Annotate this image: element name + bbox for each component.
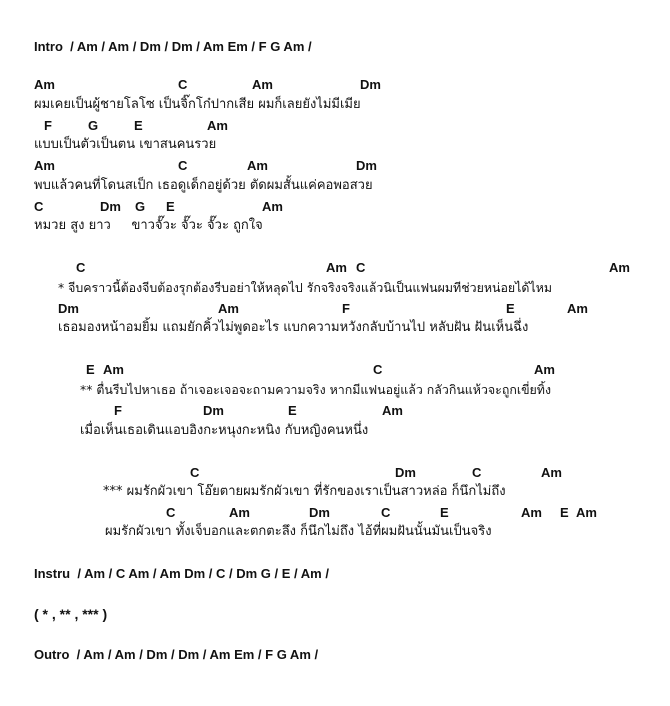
- chord-label: Am: [34, 77, 55, 92]
- chord-label: E: [86, 362, 95, 377]
- chord-label: C: [76, 260, 86, 275]
- lyric-line: พบแล้วคนที่โดนสเป็ก เธอดูเด็กอยู่ด้วย ตัดผมสั้นแค่คอพอสวย: [34, 178, 373, 193]
- chord-label: C: [373, 362, 383, 377]
- chord-label: Dm: [360, 77, 381, 92]
- chord-label: C: [472, 465, 482, 480]
- chord-label: E: [134, 118, 143, 133]
- chord-label: F: [44, 118, 52, 133]
- lyric-line: หมวย สูง ยาว ขาวจั๊วะ จั๊วะ จั๊วะ ถูกใจ: [34, 218, 263, 233]
- chord-label: Dm: [356, 158, 377, 173]
- chord-label: E: [560, 505, 569, 520]
- chord-label: Dm: [309, 505, 330, 520]
- chord-label: G: [135, 199, 146, 214]
- chord-label: Am: [207, 118, 228, 133]
- chord-label: C: [381, 505, 391, 520]
- chord-label: Am: [34, 158, 55, 173]
- chord-label: Am: [521, 505, 542, 520]
- chord-label: Am: [541, 465, 562, 480]
- chord-label: Dm: [395, 465, 416, 480]
- chord-label: Am: [229, 505, 250, 520]
- chord-label: C: [166, 505, 176, 520]
- chord-label: E: [288, 403, 297, 418]
- chord-label: G: [88, 118, 99, 133]
- chord-label: C: [178, 158, 188, 173]
- chord-label: Am: [262, 199, 283, 214]
- lyric-line: ผมรักผัวเขา ทั้งเจ็บอกและตกตะลึง ก็นึกไม่ถึง ไอ้ที่ผมฝันนั้นมันเป็นจริง: [105, 524, 492, 539]
- chord-label: Am: [247, 158, 268, 173]
- chord-label: Dm: [100, 199, 121, 214]
- chord-label: Am: [326, 260, 347, 275]
- intro-line: Intro / Am / Am / Dm / Dm / Am Em / F G Am /: [34, 39, 312, 54]
- chord-label: Dm: [58, 301, 79, 316]
- chord-label: Am: [534, 362, 555, 377]
- chord-label: F: [342, 301, 350, 316]
- lyric-line: ผมเคยเป็นผู้ชายโลโซ เป็นจิ๊กโก๋ปากเสีย ผมก็เลยยังไม่มีเมีย: [34, 97, 361, 112]
- chord-label: Am: [382, 403, 403, 418]
- instru-line: Instru / Am / C Am / Am Dm / C / Dm G / E / Am /: [34, 566, 329, 581]
- chord-label: Am: [218, 301, 239, 316]
- lyric-line: * จีบคราวนี้ต้องจีบต้องรุกต้องรีบอย่าให้หลุดไป รักจริงจริงแล้วนิเป็นแฟนผมทีช่วยหน่อยได้ไหม: [58, 280, 553, 295]
- lyric-line: ** ตื่นรีบไปหาเธอ ถ้าเจอะเจอจะถามความจริง หากมีแฟนอยู่แล้ว กลัวกินแห้วจะถูกเขี่ยทิ้ง: [80, 382, 552, 397]
- chord-label: Am: [103, 362, 124, 377]
- chord-label: C: [178, 77, 188, 92]
- lyric-line: *** ผมรักผัวเขา โอ๊ยตายผมรักผัวเขา ที่รักของเราเป็นสาวหล่อ ก็นึกไม่ถึง: [103, 484, 506, 499]
- chord-label: Am: [252, 77, 273, 92]
- chord-label: C: [190, 465, 200, 480]
- chord-label: Am: [609, 260, 630, 275]
- chord-label: C: [34, 199, 44, 214]
- chord-label: Am: [567, 301, 588, 316]
- chord-label: E: [166, 199, 175, 214]
- lyric-line: เมื่อเห็นเธอเดินแอบอิงกะหนุงกะหนิง กับหญิงคนหนึ่ง: [80, 423, 369, 438]
- chord-label: E: [506, 301, 515, 316]
- chord-label: F: [114, 403, 122, 418]
- chord-label: Dm: [203, 403, 224, 418]
- outro-line: Outro / Am / Am / Dm / Dm / Am Em / F G Am /: [34, 647, 319, 662]
- lyric-line: เธอมองหน้าอมยิ้ม แถมยักคิ้วไม่พูดอะไร แบกความหวังกลับบ้านไป หลับฝัน ฝันเห็นฉึ่ง: [58, 320, 529, 335]
- chord-label: C: [356, 260, 366, 275]
- chord-label: E: [440, 505, 449, 520]
- repeat-line: ( * , ** , *** ): [34, 606, 108, 622]
- chord-label: Am: [576, 505, 597, 520]
- lyric-line: แบบเป็นตัวเป็นตน เขาสนคนรวย: [34, 137, 217, 152]
